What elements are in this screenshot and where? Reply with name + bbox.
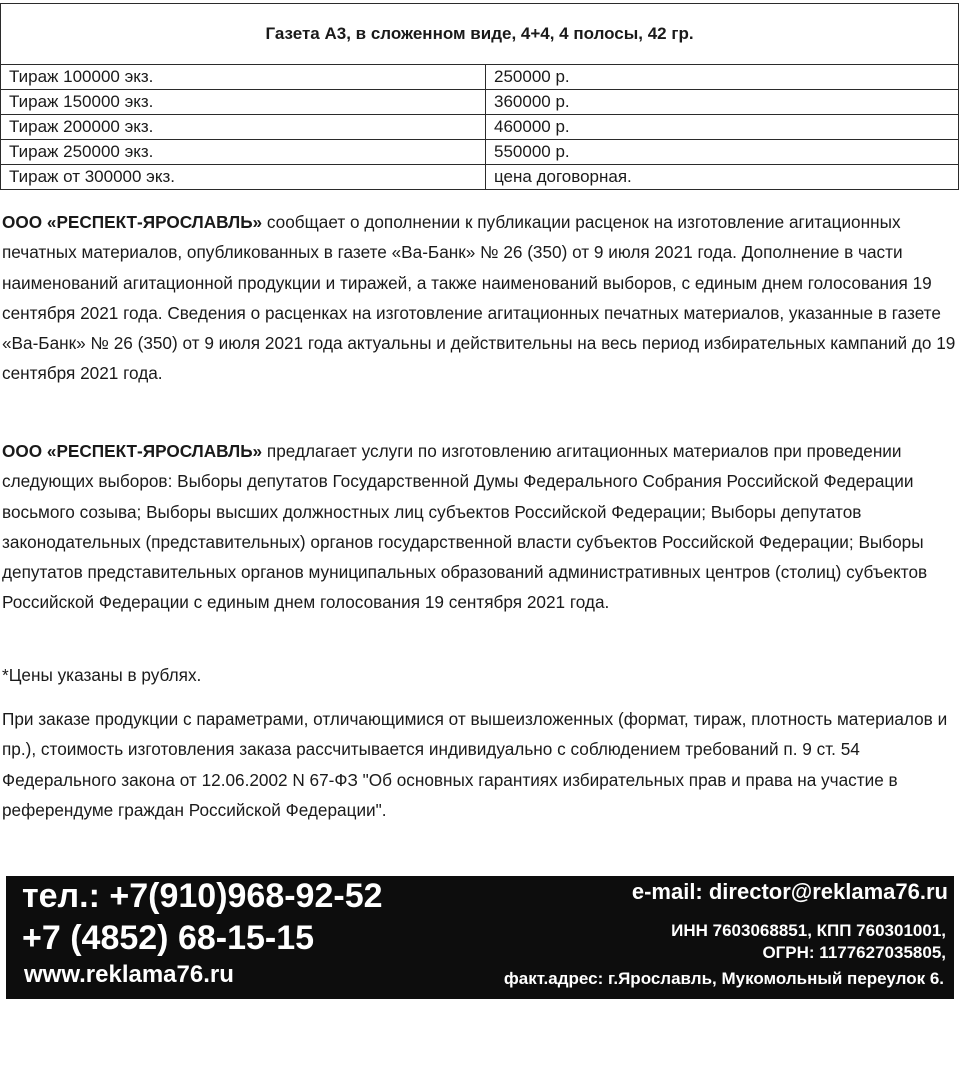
ogrn: ОГРН: 1177627035805, [762,943,946,962]
print-run-cell: Тираж 100000 экз. [1,65,486,90]
price-cell: 250000 р. [486,65,959,90]
table-header-row [1,4,959,65]
phone-mobile: тел.: +7(910)968-92-52 [22,877,383,915]
print-run-cell: Тираж 250000 экз. [1,140,486,165]
price-cell: 360000 р. [486,90,959,115]
services-paragraph [2,436,957,618]
company-name: ООО «РЕСПЕКТ-ЯРОСЛАВЛЬ» [2,441,263,461]
email-link[interactable]: e-mail: director@reklama76.ru [631,879,948,904]
table-row [1,140,959,165]
table-row [1,165,959,190]
table-row [1,65,959,90]
contact-footer [6,876,954,999]
announcement-text: сообщает о дополнении к публикации расценок на изготовление агитационных печатных материалов, опубликованных в газете «Ва-Банк» № 26 (350) от 9 июля 2021 года. Дополнение в части наименований агитационной продукции и тиражей, а также наименований выборов, с единым днем голосования 19 сентября 2021 года. Сведения о расценках на изготовление агитационных печатных материалов, указанные в газете «Ва-Банк» № 26 (350) от 9 июля 2021 года актуальны и действительны на весь период избирательных кампаний до 19 сентября 2021 года. [2,212,956,384]
print-run-cell: Тираж 200000 экз. [1,115,486,140]
price-note: *Цены указаны в рублях. [2,665,202,685]
table-row [1,90,959,115]
print-run-cell: Тираж 150000 экз. [1,90,486,115]
custom-order-paragraph: При заказе продукции с параметрами, отличающимися от вышеизложенных (формат, тираж, плотность материалов и пр.), стоимость изготовления заказа рассчитывается индивидуально с соблюдением требований п. 9 ст. 54 Федерального закона от 12.06.2002 N 67-ФЗ "Об основных гарантиях избирательных прав и права на участие в референдуме граждан Российской Федерации". [2,709,948,820]
table-title: Газета А3, в сложенном виде, 4+4, 4 полосы, 42 гр. [1,4,959,65]
services-text: предлагает услуги по изготовлению агитационных материалов при проведении следующих выборов: Выборы депутатов Государственной Думы Федерального Собрания Российской Федерации восьмого созыва; Выборы высших должностных лиц субъектов Российской Федерации; Выборы депутатов законодательных (представительных) органов государственной власти субъектов Российской Федерации; Выборы депутатов представительных органов муниципальных образований административных центров (столиц) субъектов Российской Федерации с единым днем голосования 19 сентября 2021 года. [2,441,928,613]
inn-kpp: ИНН 7603068851, КПП 760301001, [671,921,946,940]
website-link[interactable]: www.reklama76.ru [24,961,234,988]
price-cell: 550000 р. [486,140,959,165]
phone-landline: +7 (4852) 68-15-15 [22,919,315,957]
price-cell: 460000 р. [486,115,959,140]
price-cell: цена договорная. [486,165,959,190]
announcement-paragraph [2,207,957,389]
table-row [1,115,959,140]
price-table [0,3,959,190]
company-name: ООО «РЕСПЕКТ-ЯРОСЛАВЛЬ» [2,212,263,232]
address: факт.адрес: г.Ярославль, Мукомольный переулок 6. [503,969,944,988]
print-run-cell: Тираж от 300000 экз. [1,165,486,190]
